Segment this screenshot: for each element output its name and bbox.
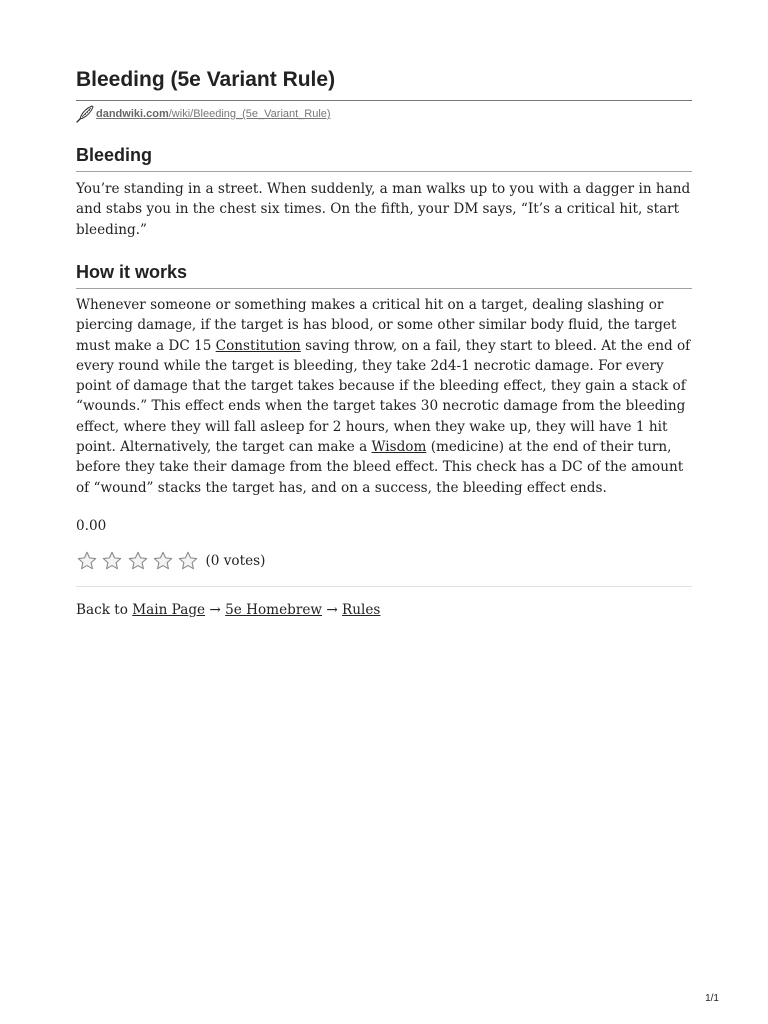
section-heading-how-it-works: How it works bbox=[76, 262, 188, 282]
star-outline-icon[interactable] bbox=[127, 550, 149, 572]
breadcrumb-separator: → bbox=[209, 602, 221, 618]
page-title: Bleeding (5e Variant Rule) bbox=[76, 68, 336, 91]
star-outline-icon[interactable] bbox=[101, 550, 123, 572]
rating-value: 0.00 bbox=[76, 518, 107, 534]
section-heading-bleeding: Bleeding bbox=[76, 145, 153, 165]
breadcrumb-separator: → bbox=[326, 602, 338, 618]
section-divider bbox=[76, 171, 692, 172]
rules-text: saving throw, on a fail, they start to bleed. At the end of every round while the target is bleeding, they take 2d4-1 necrotic damage. For every point of damage that the target takes because if the bleeding effect, they gain a stack of “wounds.” This effect ends when the target takes 30 necrotic damage from the bleeding effect, where they will fall asleep for 2 hours, when they wake up, they will have 1 hit point. Alternatively, the target can make a bbox=[76, 337, 691, 456]
footer-divider bbox=[76, 586, 692, 587]
breadcrumb bbox=[76, 600, 380, 620]
breadcrumb-prefix: Back to bbox=[76, 602, 133, 618]
section-divider bbox=[76, 288, 692, 289]
breadcrumb-link-main-page[interactable]: Main Page bbox=[132, 602, 206, 618]
constitution-link[interactable]: Constitution bbox=[215, 337, 301, 354]
intro-paragraph: You’re standing in a street. When suddenly, a man walks up to you with a dagger in hand and stabs you in the chest six times. On the fifth, your DM says, “It’s a critical hit, start bleeding.” bbox=[76, 181, 691, 238]
quill-icon bbox=[76, 105, 94, 123]
rules-text: (medicine) at the end of their turn, before they take their damage from the bleed effect. This check has a DC of the amount of “wound” stacks the target has, and on a success, the bleeding effect ends. bbox=[76, 439, 684, 496]
source-url[interactable] bbox=[76, 105, 331, 123]
rules-paragraph bbox=[76, 295, 692, 498]
star-outline-icon[interactable] bbox=[76, 550, 98, 572]
breadcrumb-link-5e-homebrew[interactable]: 5e Homebrew bbox=[225, 602, 322, 618]
source-link[interactable] bbox=[96, 108, 331, 120]
rules-text: Whenever someone or something makes a critical hit on a target, dealing slashing or piercing damage, if the target is has blood, or some other similar body fluid, the target must make a DC 15 bbox=[76, 297, 677, 354]
page-number: 1/1 bbox=[705, 993, 719, 1004]
source-domain: dandwiki.com bbox=[96, 108, 169, 120]
vote-count: (0 votes) bbox=[205, 553, 266, 569]
breadcrumb-link-rules[interactable]: Rules bbox=[342, 602, 381, 618]
star-outline-icon[interactable] bbox=[152, 550, 174, 572]
wisdom-link[interactable]: Wisdom bbox=[371, 439, 427, 456]
title-divider bbox=[76, 100, 692, 101]
star-list bbox=[76, 550, 202, 572]
source-path: /wiki/Bleeding_(5e_Variant_Rule) bbox=[168, 108, 331, 120]
star-rating bbox=[76, 549, 265, 573]
star-outline-icon[interactable] bbox=[177, 550, 199, 572]
